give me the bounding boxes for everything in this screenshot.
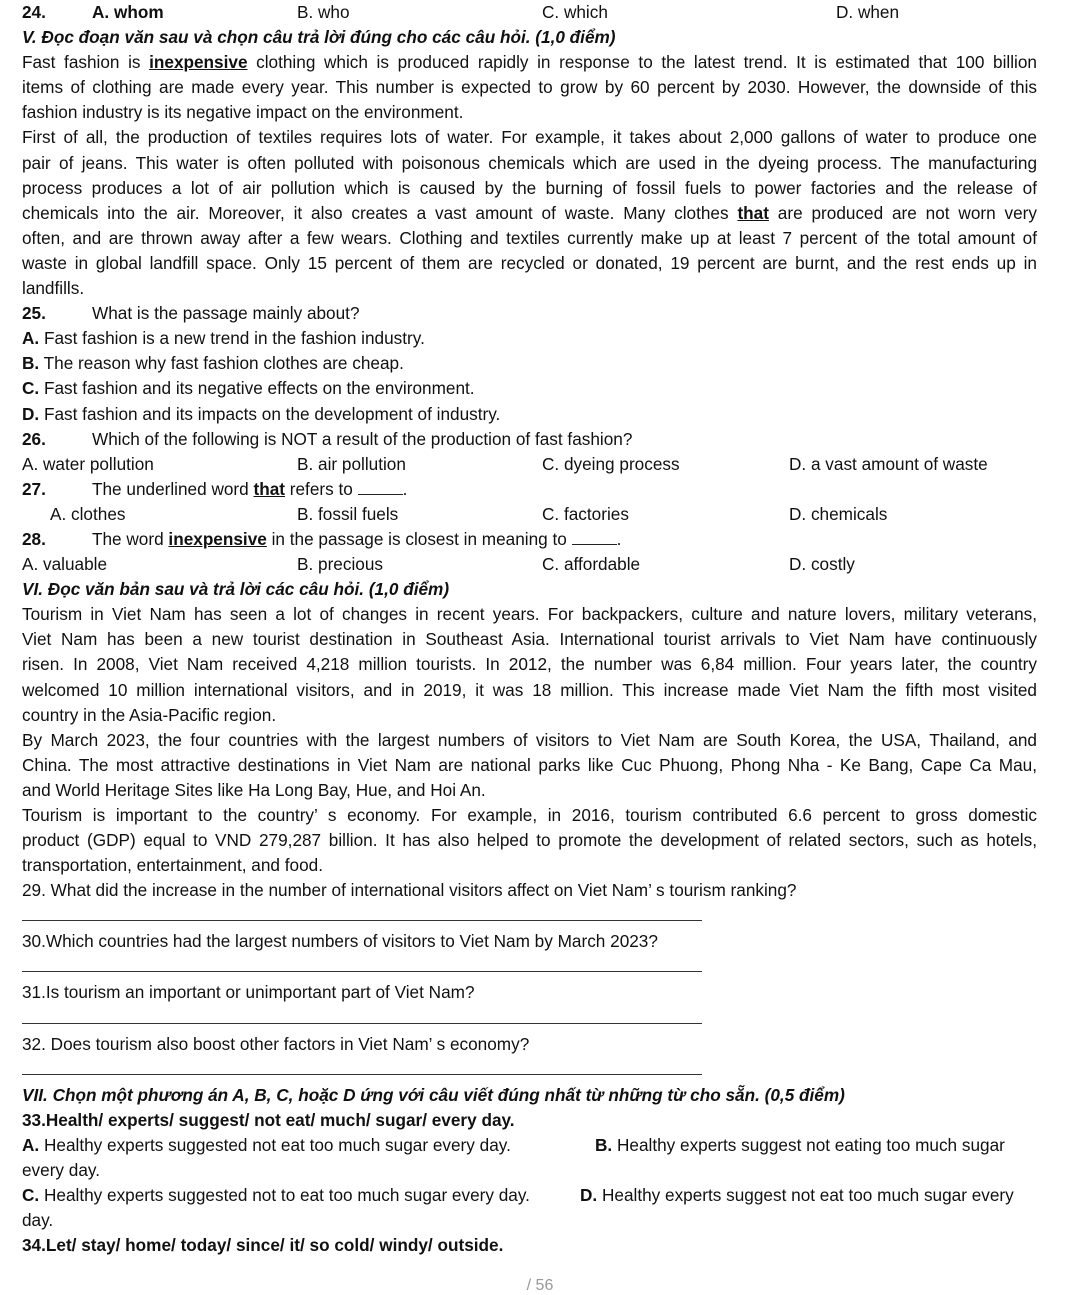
q28-option-a: A. valuable [22, 554, 108, 575]
q24-option-a: A. whom [92, 2, 164, 22]
underlined-inexpensive: inexpensive [149, 52, 248, 73]
q26-options [22, 452, 1037, 477]
q28-option-d: D. costly [789, 554, 855, 575]
passage1-line: often, and are thrown away after a few wears. Clothing and textiles currently make up at least 7 percent of the total amount of [22, 227, 1037, 248]
q24-option-c: C. which [542, 2, 608, 22]
q26-question: 26. Which of the following is NOT a result of the production of fast fashion? [22, 428, 633, 449]
q30-answer-line[interactable] [22, 954, 702, 972]
q27-options [22, 502, 1037, 527]
underlined-that: that [737, 202, 769, 223]
passage1-line: pair of jeans. This water is often polluted with poisonous chemicals which are used in the dyeing process. The manufacturing [22, 152, 1037, 173]
q33-options-ab [22, 1133, 1037, 1158]
section-5-heading: V. Đọc đoạn văn sau và chọn câu trả lời đúng cho các câu hỏi. (1,0 điểm) [22, 27, 616, 48]
passage2-line: Viet Nam has been a new tourist destination in Southeast Asia. International tourist arrivals to Viet Nam have continuously [22, 629, 1037, 650]
q32-answer-line[interactable] [22, 1057, 702, 1075]
passage2-line: and World Heritage Sites like Ha Long Bay, Hue, and Hoi An. [22, 779, 486, 800]
q24-number: 24. [22, 2, 46, 22]
passage1-line: First of all, the production of textiles requires lots of water. For example, it takes about 2,000 gallons of water to produce one [22, 127, 1037, 148]
passage1-line: items of clothing are made every year. This number is expected to grow by 60 percent by 2030. However, the downside of this [22, 77, 1037, 98]
exam-page [22, 0, 1037, 1258]
q30-question: 30.Which countries had the largest numbers of visitors to Viet Nam by March 2023? [22, 931, 658, 952]
q33-option-b-cont: every day. [22, 1159, 101, 1180]
q25-option-b: B. The reason why fast fashion clothes are cheap. [22, 353, 404, 374]
section-7-heading: VII. Chọn một phương án A, B, C, hoặc D ứng với câu viết đúng nhất từ những từ cho sẵn. (0,5 điểm) [22, 1084, 845, 1105]
q33-option-c: C. Healthy experts suggested not to eat too much sugar every day. [22, 1185, 530, 1206]
q28-option-c: C. affordable [542, 554, 641, 575]
q27-question: 27. The underlined word that refers to . [22, 478, 408, 499]
q33-option-a: A. Healthy experts suggested not eat too much sugar every day. [22, 1134, 511, 1155]
q25-option-d: D. Fast fashion and its impacts on the development of industry. [22, 403, 501, 424]
answer-blank [572, 528, 617, 545]
q28-options [22, 552, 1037, 577]
q27-option-b: B. fossil fuels [297, 503, 399, 524]
q26-option-c: C. dyeing process [542, 453, 680, 474]
q31-question: 31.Is tourism an important or unimportant part of Viet Nam? [22, 982, 475, 1003]
passage2-line: Tourism is important to the country’ s economy. For example, in 2016, tourism contributed 6.6 percent to gross domestic [22, 805, 1037, 825]
q33-prompt: 33.Health/ experts/ suggest/ not eat/ much/ sugar/ every day. [22, 1109, 515, 1130]
q29-answer-line[interactable] [22, 903, 702, 921]
section-6-heading: VI. Đọc văn bản sau và trả lời các câu hỏi. (1,0 điểm) [22, 579, 450, 600]
page-number: / 56 [526, 1277, 554, 1294]
passage1-line: waste in global landfill space. Only 15 percent of them are recycled or donated, 19 percent are burnt, and the rest ends up in [22, 252, 1037, 273]
passage2-line: country in the Asia-Pacific region. [22, 704, 277, 725]
q32-question: 32. Does tourism also boost other factors in Viet Nam’ s economy? [22, 1033, 530, 1054]
underlined-that-ref: that [253, 478, 285, 499]
q24-option-b: B. who [297, 2, 350, 22]
passage2-line: China. The most attractive destinations in Viet Nam are national parks like Cuc Phuong, Phong Nha - Ke Bang, Cape Ca Mau, [22, 754, 1037, 775]
passage1-line: fashion industry is its negative impact on the environment. [22, 102, 464, 123]
answer-blank [358, 478, 403, 495]
passage1-line: chemicals into the air. Moreover, it also creates a vast amount of waste. Many clothes that are produced are not worn very [22, 202, 1037, 223]
passage2-line: product (GDP) equal to VND 279,287 billion. It has also helped to promote the development of related sectors, such as hotels, [22, 830, 1037, 851]
q29-question: 29. What did the increase in the number of international visitors affect on Viet Nam’ s tourism ranking? [22, 880, 797, 901]
passage2-line: transportation, entertainment, and food. [22, 855, 323, 876]
underlined-inexpensive-ref: inexpensive [168, 528, 267, 549]
q26-option-d: D. a vast amount of waste [789, 453, 988, 474]
q28-question: 28. The word inexpensive in the passage is closest in meaning to . [22, 528, 622, 549]
passage2-line: Tourism in Viet Nam has seen a lot of changes in recent years. For backpackers, culture and nature lovers, military veterans, [22, 604, 1037, 625]
q28-option-b: B. precious [297, 554, 383, 575]
passage2-line: By March 2023, the four countries with the largest numbers of visitors to Viet Nam are South Korea, the USA, Thailand, and [22, 729, 1037, 750]
q27-option-d: D. chemicals [789, 503, 888, 524]
q25-option-c: C. Fast fashion and its negative effects on the environment. [22, 378, 475, 399]
q34-prompt: 34.Let/ stay/ home/ today/ since/ it/ so cold/ windy/ outside. [22, 1235, 504, 1256]
q31-answer-line[interactable] [22, 1006, 702, 1024]
q27-option-a: A. clothes [50, 503, 126, 524]
passage1-line: process produces a lot of air pollution which is caused by the burning of fossil fuels to power factories and the release of [22, 177, 1037, 198]
q27-option-c: C. factories [542, 503, 629, 524]
q24-option-d: D. when [836, 2, 900, 22]
q26-option-a: A. water pollution [22, 453, 154, 474]
passage1-line: Fast fashion is inexpensive clothing which is produced rapidly in response to the latest trend. It is estimated that 100 billion [22, 52, 1037, 73]
q25-option-a: A. Fast fashion is a new trend in the fashion industry. [22, 328, 425, 349]
passage1-line: landfills. [22, 278, 85, 299]
q24-options [22, 0, 1037, 25]
q33-option-b: B. Healthy experts suggest not eating too much sugar [595, 1134, 1005, 1155]
q33-options-cd [22, 1183, 1037, 1208]
passage2-line: welcomed 10 million international visitors, and in 2019, it was 18 million. This increase made Viet Nam the fifth most visited [22, 679, 1037, 700]
q25-question: 25. What is the passage mainly about? [22, 303, 360, 324]
q26-option-b: B. air pollution [297, 453, 406, 474]
passage2-line: risen. In 2008, Viet Nam received 4,218 million tourists. In 2012, the number was 6,84 million. Four years later, the country [22, 654, 1037, 675]
q33-option-d: D. Healthy experts suggest not eat too much sugar every [580, 1185, 1014, 1206]
q33-option-d-cont: day. [22, 1210, 54, 1231]
